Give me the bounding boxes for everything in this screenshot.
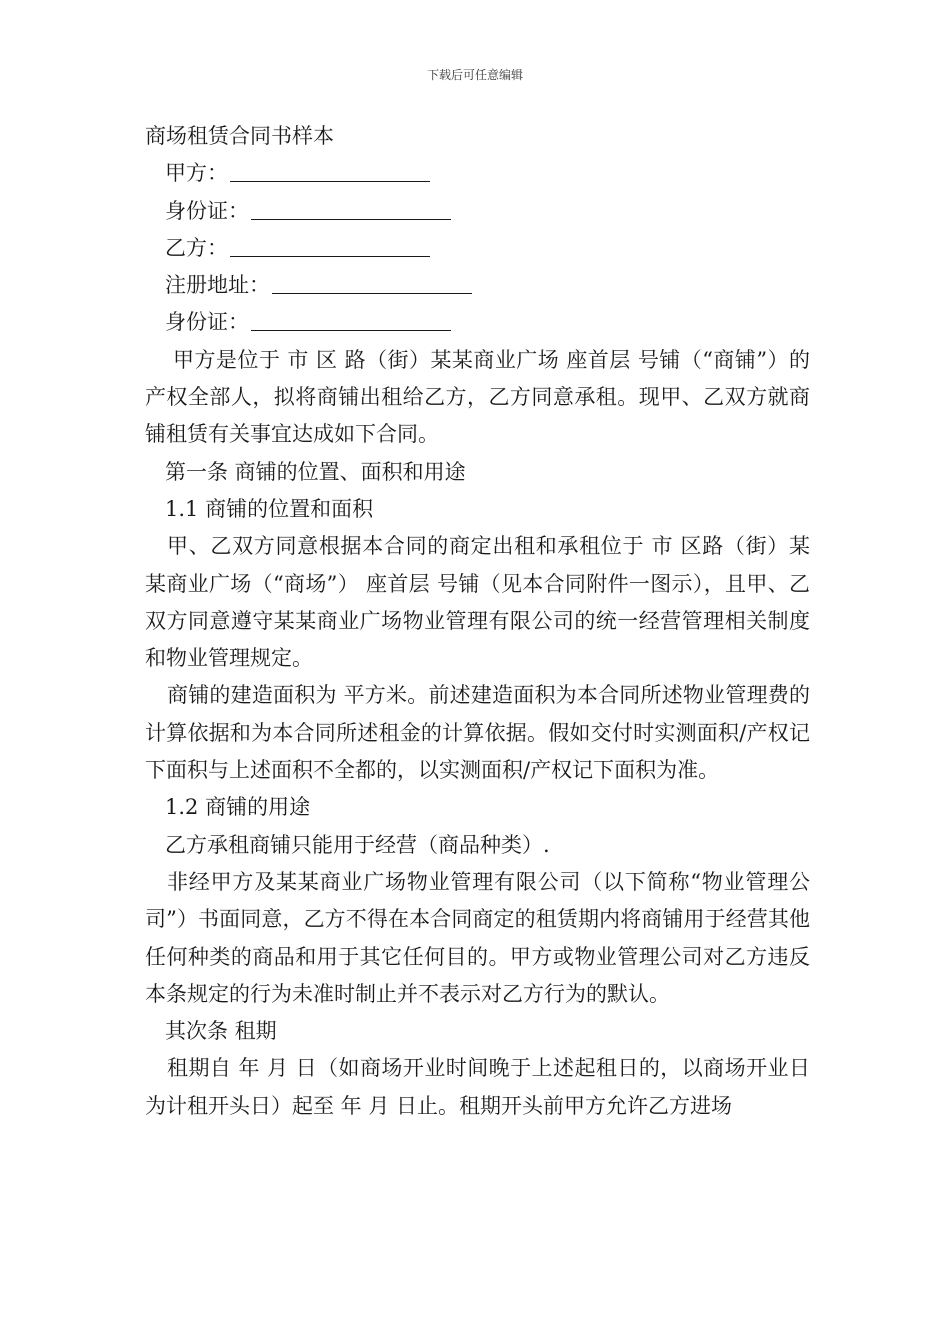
party-b-field xyxy=(145,230,810,267)
document-title: 商场租赁合同书样本 xyxy=(145,124,334,148)
party-a-id-blank xyxy=(251,197,451,220)
section-1-1-title: 1.1 商铺的位置和面积 xyxy=(165,496,374,521)
party-b-label: 乙方： xyxy=(165,235,228,260)
article-2-paragraph-1: 租期自 年 月 日（如商场开业时间晚于上述起租日的，以商场开业日为计租开头日）起至 年 月 日止。租期开头前甲方允许乙方进场 xyxy=(145,1056,810,1118)
party-b-blank xyxy=(230,234,430,257)
section-1-2-paragraph-1: 乙方承租商铺只能用于经营（商品种类）. xyxy=(165,832,550,857)
party-a-id-label: 身份证： xyxy=(165,198,249,223)
party-b-id-field xyxy=(145,304,810,341)
registered-address-label: 注册地址： xyxy=(165,273,270,298)
registered-address-blank xyxy=(272,271,472,294)
registered-address-field xyxy=(145,267,810,304)
party-a-field xyxy=(145,155,810,192)
article-1-title: 第一条 商铺的位置、面积和用途 xyxy=(165,459,466,484)
party-a-id-field xyxy=(145,193,810,230)
section-1-1-paragraph-2: 商铺的建造面积为 平方米。前述建造面积为本合同所述物业管理费的计算依据和为本合同所述租金的计算依据。假如交付时实测面积/产权记下面积与上述面积不全都的，以实测面积/产权记下面积为准。 xyxy=(145,683,810,783)
party-b-id-label: 身份证： xyxy=(165,310,249,335)
intro-paragraph: 甲方是位于 市 区 路（街）某某商业广场 座首层 号铺（“商铺”）的产权全部人，拟将商铺出租给乙方，乙方同意承租。现甲、乙双方就商铺租赁有关事宜达成如下合同。 xyxy=(145,347,810,447)
contract-document xyxy=(145,118,810,1125)
party-a-blank xyxy=(230,159,430,182)
page-header-note: 下载后可任意编辑 xyxy=(426,68,523,82)
article-2-title: 其次条 租期 xyxy=(165,1019,277,1044)
party-a-label: 甲方： xyxy=(165,161,228,186)
section-1-2-title: 1.2 商铺的用途 xyxy=(165,795,311,820)
party-b-id-blank xyxy=(251,308,451,331)
section-1-1-paragraph-1: 甲、乙双方同意根据本合同的商定出租和承租位于 市 区路（街）某某商业广场（“商场”） 座首层 号铺（见本合同附件一图示），且甲、乙双方同意遵守某某商业广场物业管理有限公司的统一经营管理相关制度和物业管理规定。 xyxy=(145,534,810,671)
section-1-2-paragraph-2: 非经甲方及某某商业广场物业管理有限公司（以下简称“物业管理公司”）书面同意，乙方不得在本合同商定的租赁期内将商铺用于经营其他任何种类的商品和用于其它任何目的。甲方或物业管理公司对乙方违反本条规定的行为未准时制止并不表示对乙方行为的默认。 xyxy=(145,869,810,1006)
